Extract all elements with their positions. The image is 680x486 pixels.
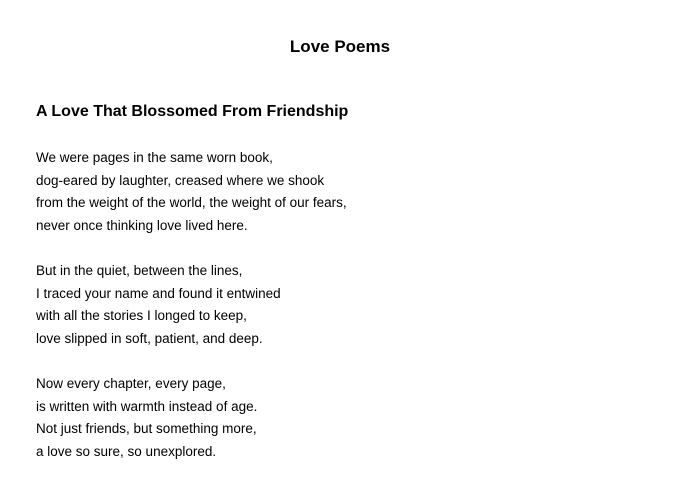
poem-line: with all the stories I longed to keep, (36, 308, 247, 324)
poem-title: A Love That Blossomed From Friendship (36, 103, 349, 120)
stanza-3 (36, 373, 347, 463)
poem-line: We were pages in the same worn book, (36, 150, 273, 165)
poem-line: I traced your name and found it entwined (36, 285, 281, 301)
poem-line: never once thinking love lived here. (36, 217, 248, 233)
stanza-2 (36, 260, 347, 350)
poem-line: dog-eared by laughter, creased where we shook (36, 172, 325, 188)
poem-line: But in the quiet, between the lines, (36, 262, 243, 278)
poem-line: is written with warmth instead of age. (36, 398, 258, 414)
poem-line: Now every chapter, every page, (36, 375, 226, 391)
poem-body (36, 147, 347, 486)
poem-line: a love so sure, so unexplored. (36, 443, 217, 459)
poem-line: from the weight of the world, the weight of our fears, (36, 195, 347, 211)
stanza-1 (36, 147, 347, 237)
poem-line: love slipped in soft, patient, and deep. (36, 330, 263, 346)
page-title: Love Poems (289, 37, 391, 56)
poem-line: Not just friends, but something more, (36, 421, 257, 437)
